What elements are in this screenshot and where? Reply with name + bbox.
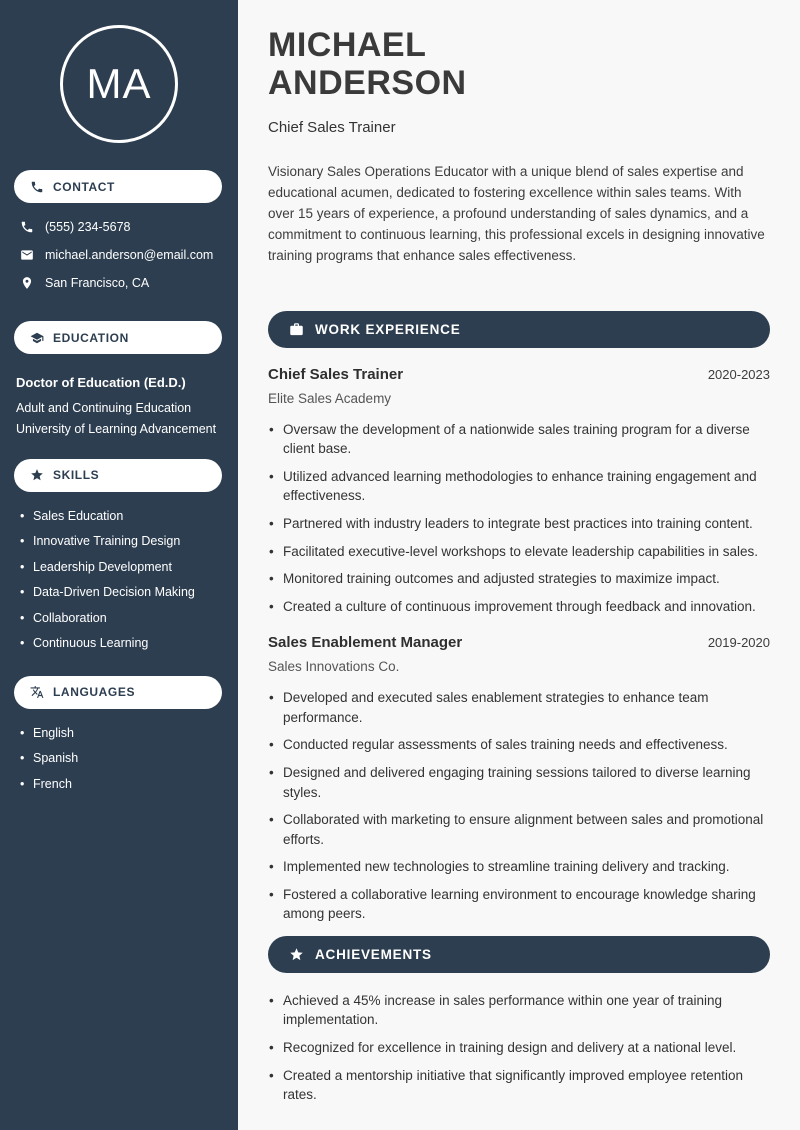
job-role: Sales Enablement Manager [268,634,463,652]
job-bullet: • Utilized advanced learning methodologies to enhance training engagement and effectiveness. [269,467,769,506]
job-bullet: • Collaborated with marketing to ensure alignment between sales and promotional efforts. [269,810,769,849]
education-field: Adult and Continuing Education [16,401,192,416]
translate-icon [30,685,44,699]
contact-email-row [20,248,226,262]
headline-job-title: Chief Sales Trainer [268,119,396,137]
mail-icon [20,248,34,262]
skills-list [0,507,238,664]
language-item: • French [20,777,222,791]
language-item: • English [20,726,222,740]
job-bullet: • Oversaw the development of a nationwide sales training program for a diverse client base. [269,420,769,459]
phone-number: (555) 234-5678 [45,220,131,234]
languages-section-title: LANGUAGES [53,685,136,700]
phone-icon [30,180,44,194]
skill-item: • Leadership Development [20,560,222,574]
job-bullets [268,420,770,617]
skill-item: • Data-Driven Decision Making [20,585,222,599]
education-school: University of Learning Advancement [16,422,217,437]
job-header [268,634,770,651]
job-entry [268,634,770,924]
avatar-initials: MA [86,60,152,107]
skill-item: • Collaboration [20,611,222,625]
achievement-bullet: • Created a mentorship initiative that significantly improved employee retention rates. [269,1066,769,1105]
graduation-cap-icon [30,331,44,345]
achievements-list [268,991,770,1105]
star-icon [289,947,304,962]
job-bullet: • Implemented new technologies to streamline training delivery and tracking. [269,857,769,877]
skill-item: • Sales Education [20,509,222,523]
education-section-title: EDUCATION [53,330,129,345]
skills-section-title: SKILLS [53,468,100,483]
location-text: San Francisco, CA [45,276,150,290]
job-bullet: • Designed and delivered engaging training sessions tailored to diverse learning styles. [269,763,769,802]
page-title [268,26,770,102]
job-bullet: • Facilitated executive-level workshops to elevate leadership capabilities in sales. [269,542,769,562]
achievement-bullet: • Achieved a 45% increase in sales performance within one year of training implementation. [269,991,769,1030]
job-bullet: • Created a culture of continuous improvement through feedback and innovation. [269,597,769,617]
job-header [268,366,770,383]
education-section-header [14,321,222,354]
skill-item: • Innovative Training Design [20,534,222,548]
contact-section-header [14,170,222,203]
briefcase-icon [289,322,304,337]
achievement-bullet: • Recognized for excellence in training design and delivery at a national level. [269,1038,769,1058]
professional-summary: Visionary Sales Operations Educator with a unique blend of sales expertise and educational acumen, dedicated to fostering excellence within sales teams. With over 15 years of experience, a profound understanding of sales dynamics, and a commitment to continuous learning, this professional excels in designing innovative training programs that enhance sales effectiveness. [268,164,765,263]
work-experience-section-header [268,311,770,348]
contact-phone-row [20,220,226,234]
language-item: • Spanish [20,751,222,765]
skill-item: • Continuous Learning [20,636,222,650]
last-name: ANDERSON [268,64,467,103]
job-bullet: • Conducted regular assessments of sales training needs and effectiveness. [269,735,769,755]
languages-list [0,724,238,805]
email-address: michael.anderson@email.com [45,248,214,262]
job-dates: 2019-2020 [707,635,770,651]
job-entry [268,366,770,617]
education-degree: Doctor of Education (Ed.D.) [16,375,186,390]
job-bullet: • Fostered a collaborative learning environment to encourage knowledge sharing among peers. [269,885,769,924]
job-company: Elite Sales Academy [268,390,392,406]
achievements-section-header [268,936,770,973]
skills-section-header [14,459,222,492]
first-name: MICHAEL [268,26,427,64]
job-role: Chief Sales Trainer [268,365,404,383]
education-details [0,369,238,445]
location-pin-icon [20,276,34,290]
job-dates: 2020-2023 [707,366,770,382]
phone-icon [20,220,34,234]
achievements-title: ACHIEVEMENTS [315,946,432,962]
job-bullets [268,688,770,924]
work-experience-title: WORK EXPERIENCE [315,321,461,337]
languages-section-header [14,676,222,709]
contact-section-title: CONTACT [53,179,115,194]
main-content [238,0,800,1130]
contact-details [0,218,238,308]
job-bullet: • Partnered with industry leaders to integrate best practices into training content. [269,514,769,534]
contact-location-row [20,276,226,290]
star-icon [30,468,44,482]
job-bullet: • Monitored training outcomes and adjusted strategies to maximize impact. [269,569,769,589]
sidebar [0,0,238,1130]
job-bullet: • Developed and executed sales enablement strategies to enhance team performance. [269,688,769,727]
job-company: Sales Innovations Co. [268,659,400,675]
avatar [60,25,178,143]
